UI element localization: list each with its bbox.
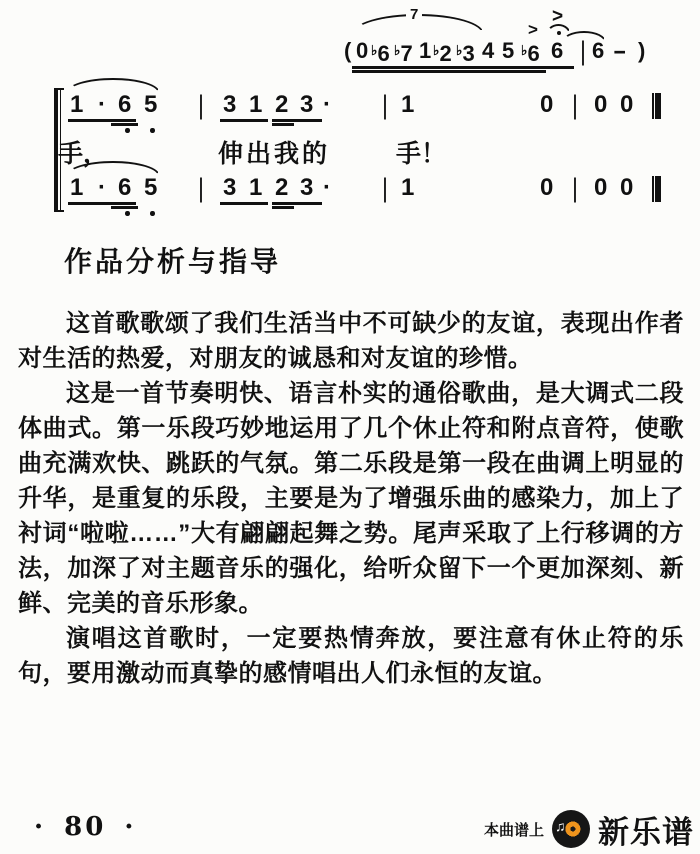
note: 6	[118, 91, 132, 118]
note: 1	[249, 174, 263, 201]
site-watermark	[484, 808, 694, 850]
note: 3	[300, 91, 314, 118]
octave-dot	[150, 128, 155, 133]
tuplet-number: 7	[406, 8, 422, 22]
note: 1	[401, 174, 415, 201]
beam-line	[272, 206, 294, 209]
note: 5	[144, 174, 158, 201]
beam-line	[519, 70, 546, 73]
beam-line	[68, 119, 136, 122]
coda-note: ♭7	[394, 41, 413, 66]
coda-note: 4	[482, 38, 495, 63]
barline: |	[382, 173, 388, 203]
duration-dash: -	[612, 38, 627, 63]
coda-note: 1	[419, 38, 432, 63]
dot-note: ·	[98, 91, 106, 118]
dot-note: ·	[323, 91, 331, 118]
note: 3	[223, 91, 237, 118]
slur-arc	[66, 78, 160, 93]
beam-line	[111, 206, 138, 209]
vinyl-record-icon	[552, 810, 590, 848]
coda-note: 5	[502, 38, 515, 63]
beam-line	[352, 66, 526, 69]
lyric-syllable: 手，	[58, 140, 109, 168]
melody-line-2	[0, 175, 700, 209]
dot-note: ·	[323, 174, 331, 201]
music-notes-icon: ♫	[555, 818, 566, 834]
brand-name: 新乐谱	[598, 814, 694, 850]
final-barline	[652, 93, 661, 119]
beam-line	[111, 123, 138, 126]
note: 2	[275, 91, 289, 118]
coda-close-paren: )	[638, 38, 646, 63]
barline: |	[572, 90, 578, 120]
octave-dot	[150, 211, 155, 216]
coda-note: ♭2	[433, 41, 452, 66]
analysis-section	[18, 240, 684, 691]
barline: |	[572, 173, 578, 203]
coda-open-paren: (	[344, 38, 352, 63]
coda-phrase	[0, 6, 700, 72]
page-number: · 80 ·	[34, 812, 137, 842]
accent-icon: >	[552, 6, 564, 27]
beam-line	[352, 70, 526, 73]
note: 1	[70, 174, 84, 201]
coda-note: 0	[356, 38, 369, 63]
coda-fermata-note: 6	[551, 38, 564, 63]
note: 1	[70, 91, 84, 118]
coda-note: ♭3	[456, 41, 475, 66]
coda-accented-note: ♭6	[521, 41, 540, 66]
analysis-paragraph-1: 这首歌歌颂了我们生活当中不可缺少的友谊，表现出作者对生活的热爱，对朋友的诚恳和对友谊的珍惜。	[18, 310, 684, 372]
lyric-syllable: 手！	[396, 140, 447, 168]
beam-line	[68, 202, 136, 205]
rest-note: 0	[594, 174, 608, 201]
note: 1	[249, 91, 263, 118]
melody-line-1	[0, 92, 700, 126]
rest-note: 0	[620, 174, 634, 201]
note: 2	[275, 174, 289, 201]
beam-line	[220, 202, 268, 205]
note: 3	[223, 174, 237, 201]
rest-note: 0	[540, 91, 554, 118]
barline: |	[382, 90, 388, 120]
barline: |	[580, 36, 586, 66]
rest-note: 0	[594, 91, 608, 118]
barline: |	[198, 90, 204, 120]
analysis-paragraph-3: 演唱这首歌时，一定要热情奔放，要注意有休止符的乐句，要用激动而真挚的感情唱出人们永恒的友谊。	[18, 625, 684, 687]
beam-line	[272, 123, 294, 126]
fermata-dot-icon	[557, 31, 561, 35]
coda-note: ♭6	[371, 41, 390, 66]
beam-line	[272, 202, 322, 205]
note: 1	[401, 91, 415, 118]
beam-line	[272, 119, 322, 122]
beam-line	[519, 66, 574, 69]
coda-final-note: 6	[592, 38, 605, 63]
rest-note: 0	[540, 174, 554, 201]
beam-line	[220, 119, 268, 122]
lyric-phrase: 伸出我的	[218, 140, 331, 168]
analysis-paragraph-2: 这是一首节奏明快、语言朴实的通俗歌曲，是大调式二段体曲式。第一乐段巧妙地运用了几个休止符和附点音符，使歌曲充满欢快、跳跃的气氛。第二乐段是第一段在曲调上明显的升华，是重复的乐段，主要是为了增强乐曲的感染力，加上了衬词“啦啦……”大有翩翩起舞之势。尾声采取了上行移调的方法，加深了对主题音乐的强化，给听众留下一个更加深刻、新鲜、完美的音乐形象。	[18, 380, 684, 617]
dot-note: ·	[98, 174, 106, 201]
rest-note: 0	[620, 91, 634, 118]
note: 5	[144, 91, 158, 118]
octave-dot	[125, 128, 130, 133]
note: 6	[118, 174, 132, 201]
watermark-text: 本曲谱上	[483, 821, 544, 839]
octave-dot	[125, 211, 130, 216]
accent-icon: >	[528, 20, 538, 39]
note: 3	[300, 174, 314, 201]
analysis-heading: 作品分析与指导	[64, 246, 282, 277]
barline: |	[198, 173, 204, 203]
final-barline	[652, 176, 661, 202]
